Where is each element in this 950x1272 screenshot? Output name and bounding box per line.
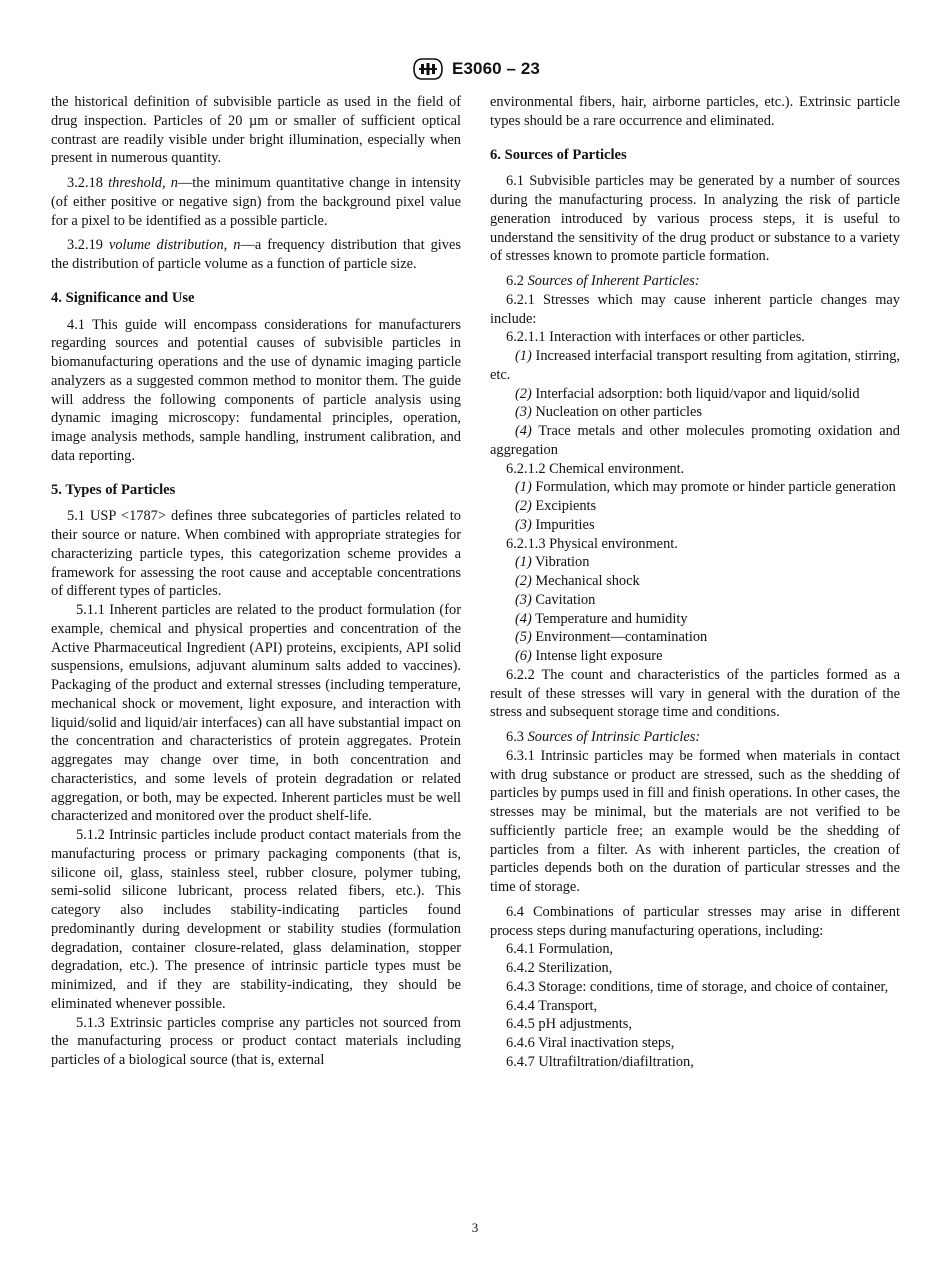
list-6-2-1-2 — [490, 478, 900, 534]
list-6-4 — [490, 940, 900, 1071]
paragraph-6-2-1-1: 6.2.1.1 Interaction with interfaces or other particles. — [506, 329, 805, 346]
definition-3-2-19: 3.2.19 volume distribution, n—a frequency distribution that gives the distribution of particle volume as a function of particle size. — [51, 237, 461, 272]
term-threshold: threshold, n — [108, 175, 178, 191]
paragraph-5-1-3: 5.1.3 Extrinsic particles comprise any particles not sourced from the manufacturing process or product contact materials including particles of a biological source (that is, external — [51, 1014, 461, 1068]
term-volume-distribution: volume distribution, n — [108, 237, 241, 254]
list-item: 6.4.6 Viral inactivation steps, — [506, 1035, 675, 1051]
right-column — [490, 93, 900, 1072]
paragraph-6-2-1-3: 6.2.1.3 Physical environment. — [506, 535, 678, 552]
paragraph-6-3: 6.3 Sources of Intrinsic Particles: — [506, 729, 701, 745]
list-item: (3) Cavitation — [515, 591, 596, 608]
list-item: (4) Temperature and humidity — [515, 610, 688, 627]
section-6-heading: 6. Sources of Particles — [490, 146, 627, 163]
section-5-heading: 5. Types of Particles — [51, 481, 176, 498]
list-item: (2) Excipients — [515, 498, 597, 514]
paragraph-6-1: 6.1 Subvisible particles may be generated by a number of sources during the manufacturing process. In analyzing the risk of particle generation introduced by various process steps, it is useful to understand the sensitivity of the drug product or substance to a variety of stresses known to promote particle formation. — [490, 173, 900, 265]
paragraph-5-1-1: 5.1.1 Inherent particles are related to the product formulation (for example, chemical and physical properties and concentration of the Active Pharmaceutical Ingredient (API) proteins, excipients, API solid suspensions, emulsions, adjuvant aluminum salts added to vaccines). Packaging of the product and external stresses (including temperature, mechanical shock or movement, light exposure, and interaction with liquid/solid and liquid/air interfaces) can all have substantial impact on the concentration and characteristics of protein aggregates. Protein aggregates may change over time, in both concentration and characteristics, and some levels of protein degradation or related aggregation, or both, may be expected. Inherent particles must be well characterized and monitored over the product shelf-life. — [51, 602, 461, 825]
paragraph-5-1-3-continued: environmental fibers, hair, airborne particles, etc.). Extrinsic particle types should be a rare occurrence and eliminated. — [490, 94, 900, 129]
list-item: (2) Mechanical shock — [515, 573, 640, 589]
list-6-2-1-1 — [490, 347, 900, 460]
list-item: 6.4.7 Ultrafiltration/diafiltration, — [506, 1053, 694, 1070]
page-header — [0, 56, 950, 82]
list-item: (1) Vibration — [515, 554, 590, 571]
paragraph-6-2-1-2: 6.2.1.2 Chemical environment. — [506, 460, 685, 477]
list-item: 6.4.4 Transport, — [506, 997, 598, 1014]
paragraph-6-4: 6.4 Combinations of particular stresses may arise in different process steps during manufacturing operations, including: — [490, 903, 900, 939]
list-item: (1) Increased interfacial transport resulting from agitation, stirring, etc. — [490, 348, 900, 383]
standard-designation: E3060 – 23 — [452, 59, 540, 78]
list-item: 6.4.1 Formulation, — [506, 941, 614, 958]
paragraph-5-1-2: 5.1.2 Intrinsic particles include product contact materials from the manufacturing process or primary packaging components (that is, silicone oil, glass, stainless steel, rubber closure, polymer tubing, semi-solid silicone lubricant, process related fibers, etc.). This category also includes stability-indicating particles found predominantly during development or stability studies (formulation degradation, container closure-related, glass delamination, stopper degradation, etc.). The presence of intrinsic particle types must be minimized, and if they are stability-indicating, they should be eliminated whenever possible. — [51, 827, 461, 1012]
paragraph-5-1: 5.1 USP <1787> defines three subcategories of particles related to their source or nature. When combined with appropriate strategies for characterizing particle types, this categorization scheme provides a framework for assessing the root cause and acceptable concentrations of different types of particles. — [51, 508, 461, 600]
page-number: 3 — [471, 1220, 479, 1235]
paragraph-3-2-17-continued: the historical definition of subvisible particle as used in the field of drug inspection. Particles of 20 µm or smaller of sufficient optical contrast are readily visible under bright illumination, especially when present in numerous quantity. — [51, 94, 461, 167]
section-4-heading: 4. Significance and Use — [51, 289, 195, 306]
list-6-2-1-3 — [490, 553, 900, 666]
paragraph-6-2-2: 6.2.2 The count and characteristics of the particles formed as a result of these stresses will vary in general with the duration of the stress and subsequent storage time and conditions. — [490, 666, 900, 721]
paragraph-6-2: 6.2 Sources of Inherent Particles: — [506, 273, 700, 289]
list-item: (2) Interfacial adsorption: both liquid/vapor and liquid/solid — [515, 385, 860, 402]
definition-3-2-18: 3.2.18 threshold, n—the minimum quantitative change in intensity (of either positive or negative sign) from the background pixel value for a pixel to be identified as a possible particle. — [51, 175, 461, 229]
list-item: 6.4.2 Sterilization, — [506, 960, 613, 976]
paragraph-4-1: 4.1 This guide will encompass considerations for manufacturers regarding sources and potential causes of subvisible particles in biomanufacturing operations and the use of dynamic imaging particle analyzers as a suggested common method to monitor them. The guide will address the following components of particle analysis using dynamic imaging microscopy: fundamental principles, operation, image analysis methods, sample handling, instrument calibration, and data reporting. — [51, 316, 461, 464]
list-item: (5) Environment—contamination — [515, 629, 708, 646]
list-item: (6) Intense light exposure — [515, 648, 663, 664]
paragraph-6-3-1: 6.3.1 Intrinsic particles may be formed when materials in contact with drug substance or product are stressed, such as the shedding of particles by pumps used in fill and finish operations. In other cases, the stresses may be minimal, but the materials are not verified to be sufficiently particle free; an example would be the shedding of particles from a filter. As with inherent particles, the creation of particles depends both on the duration of particular stresses and the time of storage. — [490, 747, 900, 895]
list-item: 6.4.3 Storage: conditions, time of storage, and choice of container, — [506, 978, 889, 995]
paragraph-6-2-1: 6.2.1 Stresses which may cause inherent particle changes may include: — [490, 291, 900, 327]
list-item: (3) Nucleation on other particles — [515, 404, 703, 421]
left-column — [51, 93, 461, 1070]
list-item: (4) Trace metals and other molecules promoting oxidation and aggregation — [490, 423, 900, 458]
list-item: 6.4.5 pH adjustments, — [506, 1016, 632, 1033]
astm-logo-icon — [410, 56, 446, 82]
list-item: (1) Formulation, which may promote or hinder particle generation — [515, 479, 896, 496]
list-item: (3) Impurities — [515, 516, 595, 533]
